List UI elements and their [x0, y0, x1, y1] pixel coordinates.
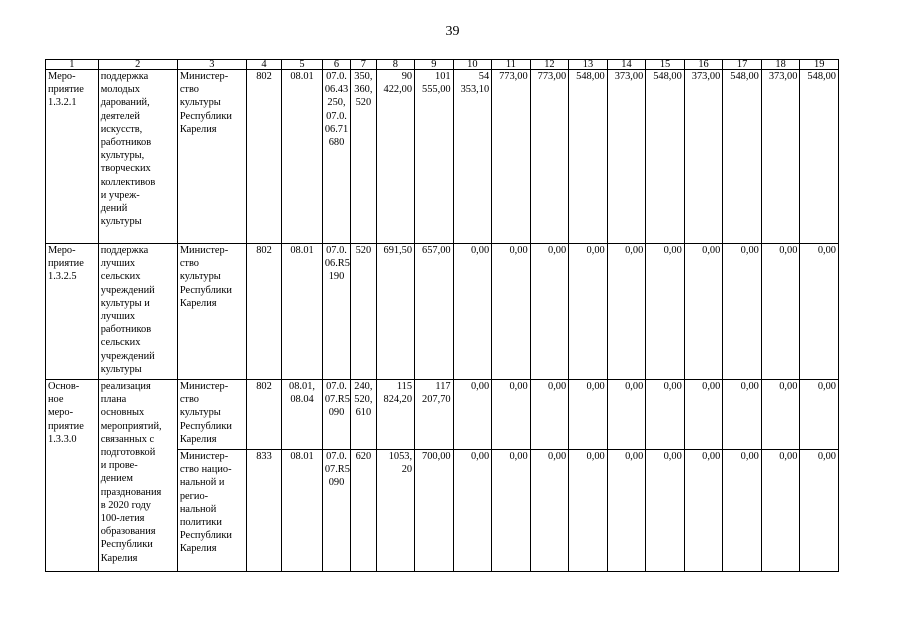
amount-cell: 373,00: [684, 70, 723, 244]
amount-cell: 0,00: [723, 450, 762, 572]
amount-cell: 0,00: [723, 244, 762, 380]
amount-cell: 101 555,00: [415, 70, 454, 244]
amount-cell: 548,00: [800, 70, 839, 244]
event-code: Меро- приятие 1.3.2.1: [46, 70, 99, 244]
amount-cell: 0,00: [723, 380, 762, 450]
table-row: [46, 380, 839, 450]
budget-table: [45, 59, 839, 572]
grbs-code: 833: [246, 450, 281, 572]
amount-cell: 0,00: [646, 450, 685, 572]
column-number: 18: [761, 60, 800, 70]
amount-cell: 773,00: [530, 70, 569, 244]
amount-cell: 0,00: [684, 450, 723, 572]
event-name: поддержка молодых дарований, деятелей искусств, работников культуры, творческих коллективов и учреж- дений культуры: [98, 70, 177, 244]
amount-cell: 548,00: [646, 70, 685, 244]
column-number: 8: [376, 60, 415, 70]
amount-cell: 0,00: [646, 380, 685, 450]
column-number: 3: [177, 60, 246, 70]
amount-cell: 0,00: [607, 380, 646, 450]
amount-cell: 0,00: [800, 244, 839, 380]
section-code: 08.01: [282, 244, 323, 380]
amount-cell: 548,00: [723, 70, 762, 244]
event-name: реализация плана основных мероприятий, связанных с подготовкой и прове- дением празднования в 2020 году 100-летия образования Республики Карелия: [98, 380, 177, 572]
amount-cell: 0,00: [569, 380, 608, 450]
column-number: 17: [723, 60, 762, 70]
amount-cell: 373,00: [607, 70, 646, 244]
column-number: 4: [246, 60, 281, 70]
amount-cell: 115 824,20: [376, 380, 415, 450]
responsible-executor: Министер- ство культуры Республики Карелия: [177, 70, 246, 244]
section-code: 08.01: [282, 450, 323, 572]
grbs-code: 802: [246, 244, 281, 380]
section-code: 08.01, 08.04: [282, 380, 323, 450]
expense-type-code: 240, 520, 610: [351, 380, 376, 450]
amount-cell: 0,00: [569, 244, 608, 380]
amount-cell: 0,00: [684, 244, 723, 380]
table-row: [46, 244, 839, 380]
event-code: Меро- приятие 1.3.2.5: [46, 244, 99, 380]
amount-cell: 0,00: [453, 244, 492, 380]
amount-cell: 0,00: [684, 380, 723, 450]
column-number: 19: [800, 60, 839, 70]
amount-cell: 657,00: [415, 244, 454, 380]
expense-type-code: 620: [351, 450, 376, 572]
page-number: 39: [445, 24, 460, 39]
column-number-row: [46, 60, 839, 70]
column-number: 15: [646, 60, 685, 70]
amount-cell: 0,00: [492, 450, 531, 572]
amount-cell: 0,00: [492, 244, 531, 380]
amount-cell: 117 207,70: [415, 380, 454, 450]
column-number: 13: [569, 60, 608, 70]
column-number: 16: [684, 60, 723, 70]
column-number: 11: [492, 60, 531, 70]
amount-cell: 0,00: [761, 244, 800, 380]
expense-type-code: 350, 360, 520: [351, 70, 376, 244]
amount-cell: 0,00: [800, 380, 839, 450]
responsible-executor: Министер- ство нацио- нальной и регио- нальной политики Республики Карелия: [177, 450, 246, 572]
column-number: 2: [98, 60, 177, 70]
target-article-code: 07.0. 06.R5 190: [322, 244, 350, 380]
amount-cell: 0,00: [607, 450, 646, 572]
grbs-code: 802: [246, 70, 281, 244]
column-number: 6: [322, 60, 350, 70]
amount-cell: 54 353,10: [453, 70, 492, 244]
target-article-code: 07.0. 07.R5 090: [322, 450, 350, 572]
amount-cell: 90 422,00: [376, 70, 415, 244]
table-row: [46, 70, 839, 244]
amount-cell: 0,00: [800, 450, 839, 572]
responsible-executor: Министер- ство культуры Республики Карелия: [177, 244, 246, 380]
grbs-code: 802: [246, 380, 281, 450]
amount-cell: 548,00: [569, 70, 608, 244]
amount-cell: 0,00: [530, 380, 569, 450]
amount-cell: 0,00: [646, 244, 685, 380]
column-number: 5: [282, 60, 323, 70]
amount-cell: 773,00: [492, 70, 531, 244]
amount-cell: 0,00: [761, 450, 800, 572]
amount-cell: 0,00: [569, 450, 608, 572]
event-name: поддержка лучших сельских учреждений культуры и лучших работников сельских учреждений культуры: [98, 244, 177, 380]
target-article-code: 07.0. 06.43 250, 07.0. 06.71 680: [322, 70, 350, 244]
amount-cell: 700,00: [415, 450, 454, 572]
amount-cell: 0,00: [761, 380, 800, 450]
expense-type-code: 520: [351, 244, 376, 380]
column-number: 1: [46, 60, 99, 70]
section-code: 08.01: [282, 70, 323, 244]
column-number: 14: [607, 60, 646, 70]
target-article-code: 07.0. 07.R5 090: [322, 380, 350, 450]
column-number: 12: [530, 60, 569, 70]
amount-cell: 0,00: [607, 244, 646, 380]
event-code: Основ- ное меро- приятие 1.3.3.0: [46, 380, 99, 572]
amount-cell: 0,00: [453, 380, 492, 450]
amount-cell: 0,00: [530, 450, 569, 572]
amount-cell: 0,00: [492, 380, 531, 450]
amount-cell: 373,00: [761, 70, 800, 244]
amount-cell: 691,50: [376, 244, 415, 380]
column-number: 10: [453, 60, 492, 70]
amount-cell: 1053, 20: [376, 450, 415, 572]
amount-cell: 0,00: [530, 244, 569, 380]
column-number: 7: [351, 60, 376, 70]
responsible-executor: Министер- ство культуры Республики Карелия: [177, 380, 246, 450]
column-number: 9: [415, 60, 454, 70]
amount-cell: 0,00: [453, 450, 492, 572]
